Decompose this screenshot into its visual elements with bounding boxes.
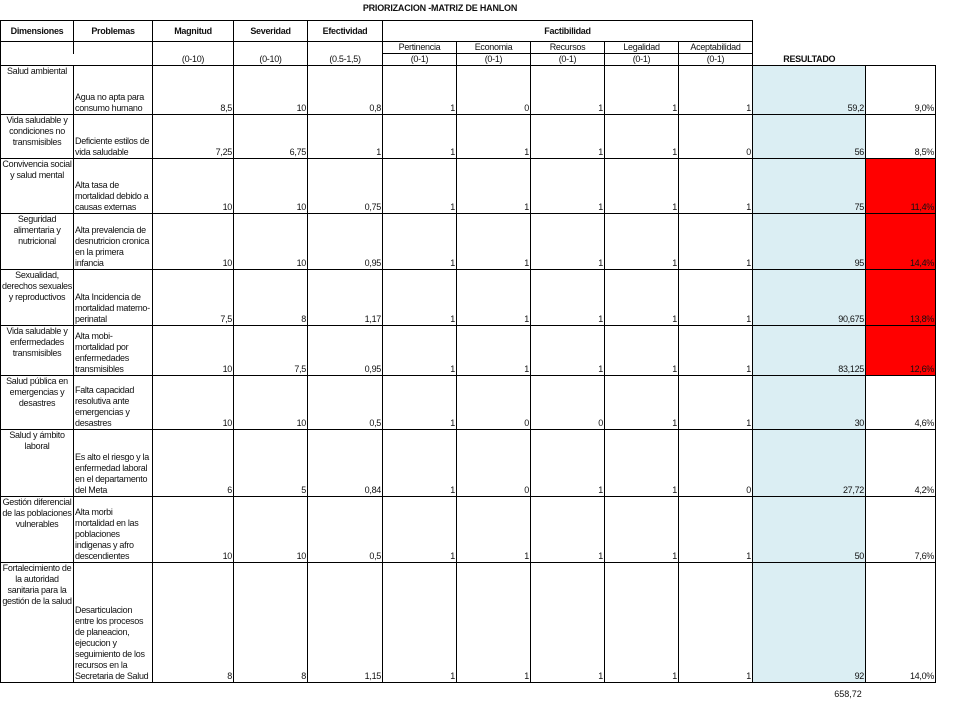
dimension-cell: Vida saludable y condiciones no transmisibles [1, 115, 74, 159]
header-aceptabilidad: Aceptabilidad [679, 42, 753, 54]
percentage-cell: 14,0% [866, 563, 936, 683]
recursos-cell: 1 [531, 159, 605, 214]
pertinencia-cell: 1 [383, 66, 457, 115]
header-efectividad: Efectividad [308, 21, 383, 42]
magnitud-cell: 7,25 [153, 115, 234, 159]
header-severidad: Severidad [234, 21, 308, 42]
problem-cell: Deficiente estilos de vida saludable [74, 115, 153, 159]
header-legalidad: Legalidad [605, 42, 679, 54]
severidad-cell: 8 [234, 270, 308, 326]
header-factibilidad: Factibilidad [383, 21, 753, 42]
pertinencia-cell: 1 [383, 214, 457, 270]
economia-cell: 0 [457, 66, 531, 115]
pertinencia-cell: 1 [383, 159, 457, 214]
pertinencia-cell: 1 [383, 326, 457, 376]
header-recursos: Recursos [531, 42, 605, 54]
problem-cell: Desarticulacion entre los procesos de planeacion, ejecucion y seguimiento de los recursos en la Secretaria de Salud [74, 563, 153, 683]
legalidad-cell: 1 [605, 563, 679, 683]
efectividad-cell: 0,8 [308, 66, 383, 115]
table-row [1, 214, 936, 270]
percentage-cell: 9,0% [866, 66, 936, 115]
efectividad-cell: 0,5 [308, 497, 383, 563]
economia-cell: 1 [457, 115, 531, 159]
legalidad-cell: 1 [605, 159, 679, 214]
subheader-row [1, 42, 936, 54]
range-severidad: (0-10) [234, 54, 308, 66]
resultado-cell: 59,2 [753, 66, 866, 115]
efectividad-cell: 0,95 [308, 214, 383, 270]
efectividad-cell: 0,75 [308, 159, 383, 214]
resultado-cell: 75 [753, 159, 866, 214]
table-row [1, 376, 936, 430]
severidad-cell: 10 [234, 214, 308, 270]
resultado-cell: 90,675 [753, 270, 866, 326]
resultado-cell: 56 [753, 115, 866, 159]
resultado-cell: 83,125 [753, 326, 866, 376]
table-row [1, 563, 936, 683]
aceptabilidad-cell: 1 [679, 66, 753, 115]
recursos-cell: 1 [531, 270, 605, 326]
range-efectividad: (0.5-1,5) [308, 54, 383, 66]
percentage-cell: 8,5% [866, 115, 936, 159]
aceptabilidad-cell: 1 [679, 270, 753, 326]
dimension-cell: Seguridad alimentaria y nutricional [1, 214, 74, 270]
dimension-cell: Sexualidad, derechos sexuales y reproductivos [1, 270, 74, 326]
legalidad-cell: 1 [605, 497, 679, 563]
table-row [1, 326, 936, 376]
table-row [1, 159, 936, 214]
dimension-cell: Convivencia social y salud mental [1, 159, 74, 214]
legalidad-cell: 1 [605, 430, 679, 497]
magnitud-cell: 10 [153, 326, 234, 376]
resultado-cell: 50 [753, 497, 866, 563]
table-row [1, 66, 936, 115]
aceptabilidad-cell: 1 [679, 497, 753, 563]
range-legalidad: (0-1) [605, 54, 679, 66]
magnitud-cell: 8 [153, 563, 234, 683]
aceptabilidad-cell: 0 [679, 430, 753, 497]
aceptabilidad-cell: 1 [679, 159, 753, 214]
recursos-cell: 1 [531, 66, 605, 115]
severidad-cell: 10 [234, 159, 308, 214]
recursos-cell: 1 [531, 563, 605, 683]
problem-cell: Alta Incidencia de mortalidad materno-perinatal [74, 270, 153, 326]
hanlon-matrix-table [0, 20, 936, 683]
severidad-cell: 7,5 [234, 326, 308, 376]
severidad-cell: 10 [234, 376, 308, 430]
legalidad-cell: 1 [605, 376, 679, 430]
efectividad-cell: 0,95 [308, 326, 383, 376]
pertinencia-cell: 1 [383, 270, 457, 326]
header-economia: Economia [457, 42, 531, 54]
legalidad-cell: 1 [605, 66, 679, 115]
percentage-cell: 4,6% [866, 376, 936, 430]
aceptabilidad-cell: 0 [679, 115, 753, 159]
legalidad-cell: 1 [605, 115, 679, 159]
header-problemas: Problemas [74, 21, 153, 42]
legalidad-cell: 1 [605, 270, 679, 326]
problem-cell: Alta prevalencia de desnutricion cronica en la primera infancia [74, 214, 153, 270]
range-recursos: (0-1) [531, 54, 605, 66]
dimension-cell: Gestión diferencial de las poblaciones vulnerables [1, 497, 74, 563]
header-resultado: RESULTADO [783, 53, 836, 64]
aceptabilidad-cell: 1 [679, 326, 753, 376]
pertinencia-cell: 1 [383, 430, 457, 497]
severidad-cell: 8 [234, 563, 308, 683]
ranges-row [1, 54, 936, 66]
magnitud-cell: 10 [153, 159, 234, 214]
economia-cell: 1 [457, 563, 531, 683]
severidad-cell: 6,75 [234, 115, 308, 159]
magnitud-cell: 10 [153, 497, 234, 563]
dimension-cell: Fortalecimiento de la autoridad sanitaria para la gestión de la salud [1, 563, 74, 683]
resultado-cell: 95 [753, 214, 866, 270]
recursos-cell: 1 [531, 115, 605, 159]
efectividad-cell: 1 [308, 115, 383, 159]
economia-cell: 0 [457, 376, 531, 430]
aceptabilidad-cell: 1 [679, 376, 753, 430]
recursos-cell: 1 [531, 430, 605, 497]
dimension-cell: Salud pública en emergencias y desastres [1, 376, 74, 430]
range-aceptabilidad: (0-1) [679, 54, 753, 66]
dimension-cell: Vida saludable y enfermedades transmisibles [1, 326, 74, 376]
percentage-cell: 11,4% [866, 159, 936, 214]
aceptabilidad-cell: 1 [679, 563, 753, 683]
pertinencia-cell: 1 [383, 115, 457, 159]
problem-cell: Falta capacidad resolutiva ante emergencias y desastres [74, 376, 153, 430]
economia-cell: 0 [457, 430, 531, 497]
legalidad-cell: 1 [605, 214, 679, 270]
dimension-cell: Salud y ámbito laboral [1, 430, 74, 497]
severidad-cell: 5 [234, 430, 308, 497]
efectividad-cell: 1,15 [308, 563, 383, 683]
problem-cell: Alta tasa de mortalidad debido a causas externas [74, 159, 153, 214]
table-row [1, 115, 936, 159]
sheet-title: PRIORIZACION -MATRIZ DE HANLON [362, 3, 518, 13]
percentage-cell: 13,8% [866, 270, 936, 326]
header-magnitud: Magnitud [153, 21, 234, 42]
magnitud-cell: 7,5 [153, 270, 234, 326]
recursos-cell: 1 [531, 326, 605, 376]
percentage-cell: 12,6% [866, 326, 936, 376]
economia-cell: 1 [457, 270, 531, 326]
table-row [1, 497, 936, 563]
range-magnitud: (0-10) [153, 54, 234, 66]
legalidad-cell: 1 [605, 326, 679, 376]
efectividad-cell: 0,5 [308, 376, 383, 430]
magnitud-cell: 8,5 [153, 66, 234, 115]
magnitud-cell: 10 [153, 376, 234, 430]
header-pertinencia: Pertinencia [383, 42, 457, 54]
economia-cell: 1 [457, 326, 531, 376]
problem-cell: Es alto el riesgo y la enfermedad laboral en el departamento del Meta [74, 430, 153, 497]
problem-cell: Alta morbi mortalidad en las poblaciones indigenas y afro descendientes [74, 497, 153, 563]
pertinencia-cell: 1 [383, 497, 457, 563]
percentage-cell: 4,2% [866, 430, 936, 497]
range-pertinencia: (0-1) [383, 54, 457, 66]
total-sum: 658,72 [834, 689, 862, 699]
resultado-cell: 27,72 [753, 430, 866, 497]
header-row [1, 21, 936, 42]
percentage-cell: 7,6% [866, 497, 936, 563]
resultado-cell: 92 [753, 563, 866, 683]
pertinencia-cell: 1 [383, 376, 457, 430]
pertinencia-cell: 1 [383, 563, 457, 683]
aceptabilidad-cell: 1 [679, 214, 753, 270]
table-row [1, 270, 936, 326]
economia-cell: 1 [457, 214, 531, 270]
magnitud-cell: 6 [153, 430, 234, 497]
efectividad-cell: 1,17 [308, 270, 383, 326]
economia-cell: 1 [457, 497, 531, 563]
severidad-cell: 10 [234, 66, 308, 115]
range-economia: (0-1) [457, 54, 531, 66]
recursos-cell: 1 [531, 214, 605, 270]
dimension-cell: Salud ambiental [1, 66, 74, 115]
resultado-cell: 30 [753, 376, 866, 430]
recursos-cell: 0 [531, 376, 605, 430]
table-row [1, 430, 936, 497]
efectividad-cell: 0,84 [308, 430, 383, 497]
problem-cell: Agua no apta para consumo humano [74, 66, 153, 115]
economia-cell: 1 [457, 159, 531, 214]
problem-cell: Alta mobi-mortalidad por enfermedades transmisibles [74, 326, 153, 376]
percentage-cell: 14,4% [866, 214, 936, 270]
recursos-cell: 1 [531, 497, 605, 563]
header-dimensiones: Dimensiones [1, 21, 74, 42]
severidad-cell: 10 [234, 497, 308, 563]
magnitud-cell: 10 [153, 214, 234, 270]
